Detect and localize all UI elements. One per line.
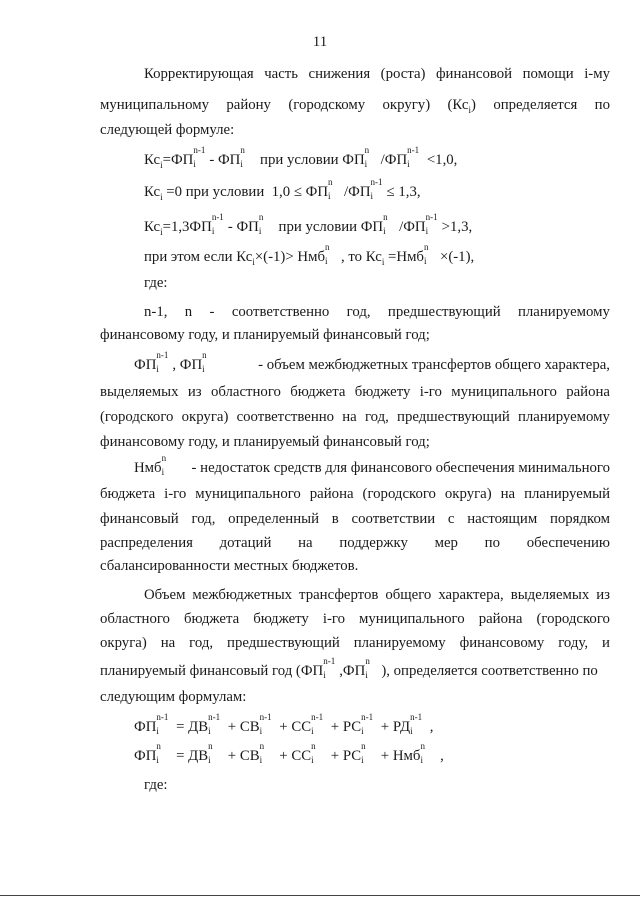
formula-2: $Кс_i =0$ при условии 1,0 ≤ ФП n i /ФП n-1 i ≤ 1,3, xyxy=(144,177,421,202)
text-line: (городского округа) соответственно на год, предшествующий планируемому xyxy=(100,409,610,425)
word: по xyxy=(594,97,610,113)
text-line: Объем межбюджетных трансфертов общего характера, выделяемых из xyxy=(144,587,610,603)
bottom-rule xyxy=(0,895,640,896)
word: району xyxy=(226,97,271,113)
text-line xyxy=(144,64,610,84)
page-number: 11 xyxy=(312,34,328,50)
word: определяется xyxy=(493,97,578,113)
text-line: округа) на год, предшествующий планируемому финансовому году, и xyxy=(100,635,610,651)
word: i-му xyxy=(584,66,610,82)
text-line: Нмб n i - недостаток средств для финансового обеспечения минимального xyxy=(134,453,610,477)
formula-fp-prev: ФП n-1 i = ДВ n-1 i + СВ n-1 i + СС n-1 i + РС n-1 i + РД n-1 i , xyxy=(134,712,434,736)
word: часть xyxy=(264,66,298,82)
formula-fp-curr: ФП n i = ДВ n i + СВ n i + СС n i + РС n i + Нмб n i , xyxy=(134,741,444,765)
word: финансовой xyxy=(435,66,513,82)
word: муниципальному xyxy=(100,97,209,113)
text-line: распределения дотаций на поддержку мер по обеспечению xyxy=(100,535,610,551)
formula-4: при этом если $Кс_i\times(-1)>$ Нмб n i , то $Кс_i =Нмб$ n i ×(-1), xyxy=(144,242,475,267)
word: помощи xyxy=(522,66,574,82)
text-line: следующим формулам: xyxy=(100,689,247,705)
text-line: областного бюджета бюджету i-го муниципального района (городского xyxy=(100,611,610,627)
word: снижения xyxy=(308,66,371,82)
formula-3: $Кс_i=1,3ФП$ n-1 i - ФП n i при условии ФП n i /ФП n-1 i >1,3, xyxy=(144,212,473,237)
label-where-final: где: xyxy=(144,777,168,793)
fp-symbols: ФП n-1 i , ФП n i xyxy=(134,350,207,374)
text-line: выделяемых из областного бюджета бюджету i-го муниципального района xyxy=(100,384,610,400)
text-line: ФП n-1 i , ФП n i - объем межбюджетных трансфертов общего характера, xyxy=(134,350,610,374)
formula-1: $Кс_i=ФП$ n-1 i - ФП n i при условии ФП n i /ФП n-1 i <1,0, xyxy=(144,145,458,170)
word-kc: $(Кс_i)$ xyxy=(447,97,476,115)
word: округу) xyxy=(382,97,431,113)
text-line: следующей формуле: xyxy=(100,122,235,138)
word: (городскому xyxy=(288,97,366,113)
text-line: финансовому году, и планируемый финансовый год; xyxy=(100,327,430,343)
nmb-symbol: Нмб n i xyxy=(134,453,167,477)
text-line: финансовый год, определенный в соответствии с настоящим порядком xyxy=(100,511,610,527)
label-where: где: xyxy=(144,275,168,291)
word: (роста) xyxy=(380,66,426,82)
text-line: бюджета i-го муниципального района (городского округа) на планируемый xyxy=(100,486,610,502)
text-line: планируемый финансовый год (ФП n-1 i ,ФП n i ), определяется соответственно по xyxy=(100,656,598,680)
text-line: n-1, n - соответственно год, предшествующий планируемому xyxy=(144,304,610,320)
text-line xyxy=(100,95,610,120)
text-line: финансовому году, и планируемый финансовый год; xyxy=(100,434,430,450)
word: Корректирующая xyxy=(144,66,254,82)
text-line: сбалансированности местных бюджетов. xyxy=(100,558,359,574)
